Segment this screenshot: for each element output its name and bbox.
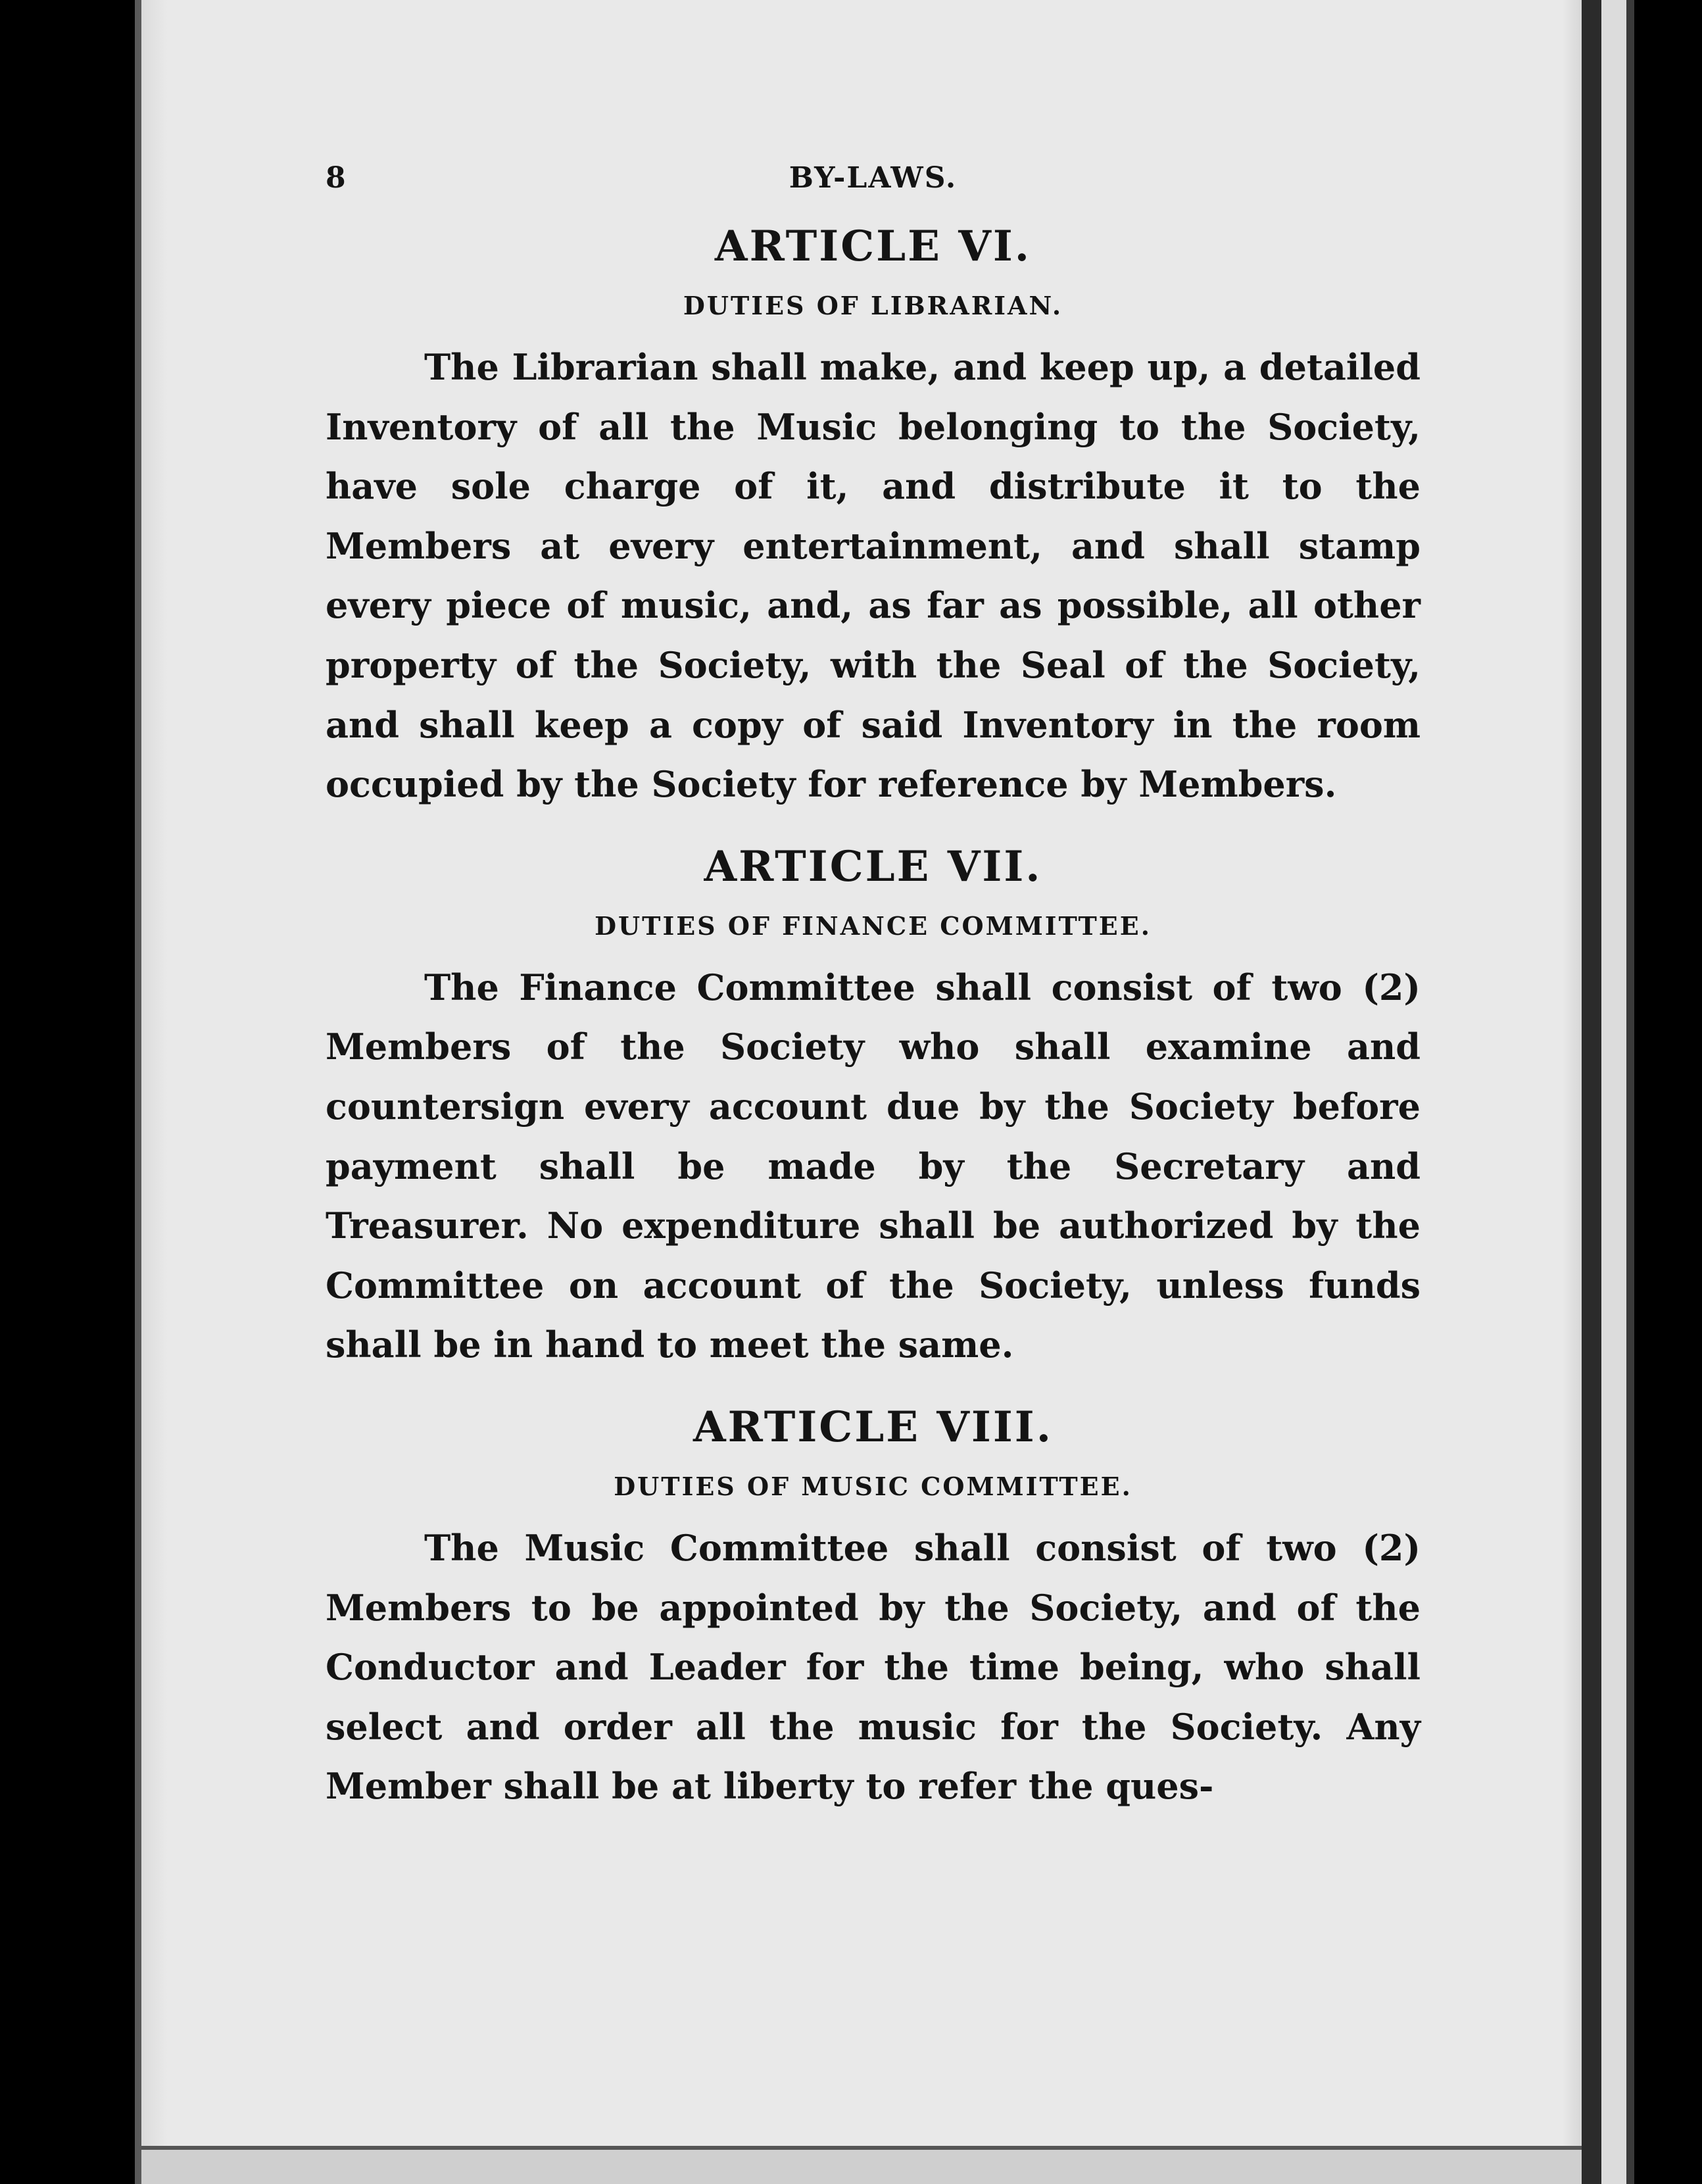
article-subheading: DUTIES OF FINANCE COMMITTEE. <box>595 910 1152 941</box>
article-body: The Librarian shall make, and keep up, a detailed Inventory of all the Music belonging to the Society, have sole charge of it, and distribute it to the Members at every entertainment, and shall stamp every piece of music, and, as far as possible, all other property of the Society, with the Seal of the Society, and shall keep a copy of said Inventory in the room occupied by the Society for reference by Members. <box>326 346 1421 806</box>
page-bottom-edge <box>141 2146 1582 2184</box>
article-heading: ARTICLE VI. <box>714 222 1032 271</box>
article-heading: ARTICLE VII. <box>704 841 1042 891</box>
adjacent-page-edge <box>1626 0 1634 2184</box>
article-6 <box>326 214 1421 814</box>
running-head <box>326 161 1421 214</box>
article-subheading: DUTIES OF MUSIC COMMITTEE. <box>614 1471 1132 1501</box>
article-body: The Finance Committee shall consist of two (2) Members of the Society who shall examine and countersign every account due by the Society before payment shall be made by the Secretary and Treasurer. No expenditure shall be authorized by the Committee on account of the Society, unless funds shall be in hand to meet the same. <box>326 966 1421 1366</box>
article-subheading: DUTIES OF LIBRARIAN. <box>683 291 1063 320</box>
running-title: BY-LAWS. <box>789 161 958 195</box>
page-edge-right <box>1582 0 1601 2184</box>
article-body: The Music Committee shall consist of two (2) Members to be appointed by the Society, and of the Conductor and Leader for the time being, who shall select and order all the music for the Society. Any Member shall be at liberty to refer the ques- <box>326 1526 1421 1808</box>
page-content <box>326 161 1421 1836</box>
article-8 <box>326 1395 1421 1816</box>
adjacent-page-strip <box>1601 0 1626 2184</box>
page-number: 8 <box>326 161 347 195</box>
article-heading: ARTICLE VIII. <box>693 1402 1054 1452</box>
article-7 <box>326 834 1421 1375</box>
